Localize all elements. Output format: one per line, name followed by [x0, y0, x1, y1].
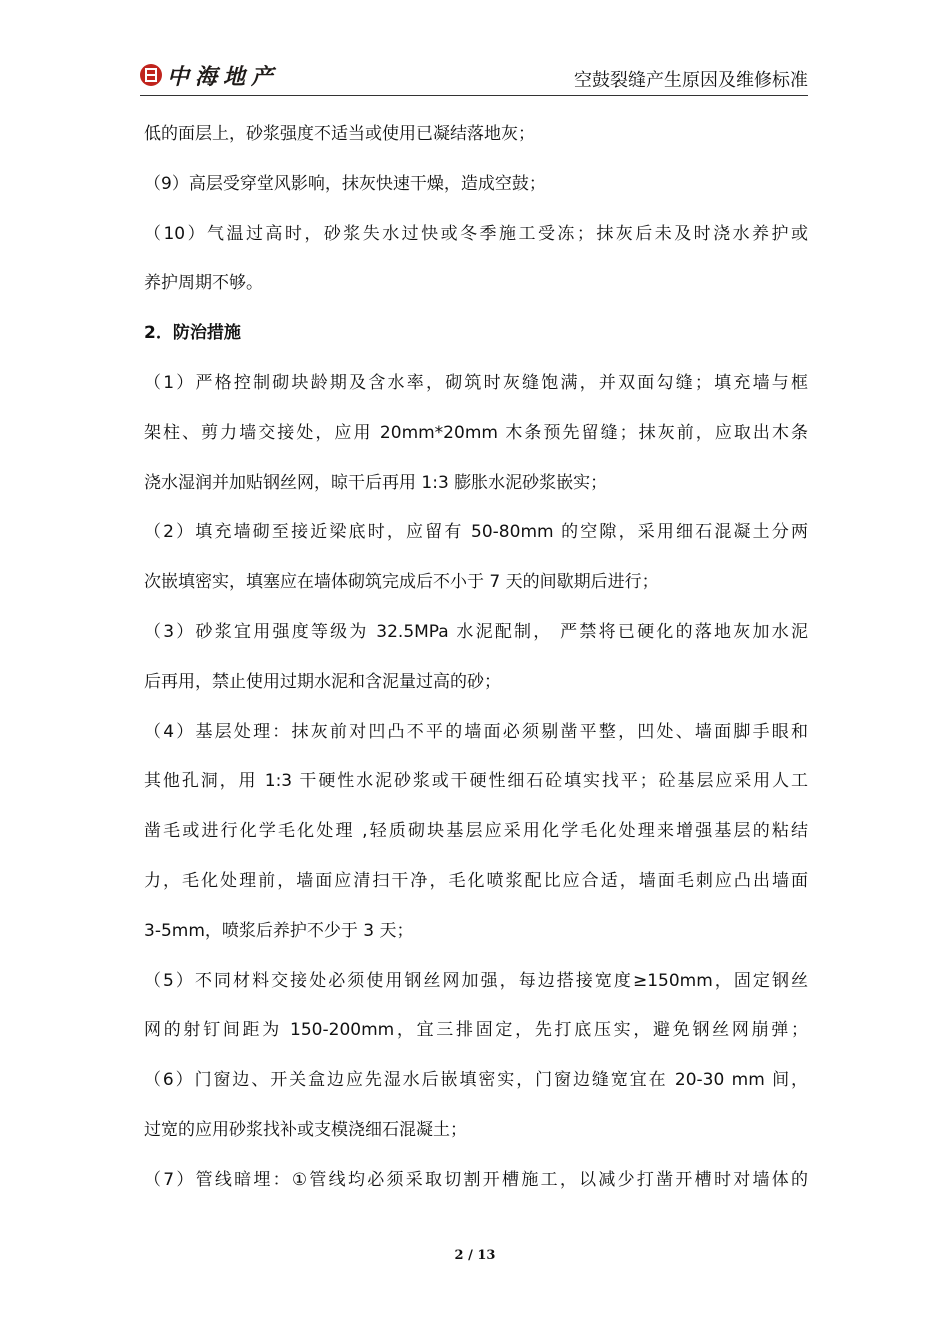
text-line: 养护周期不够。: [144, 273, 263, 294]
text-line: 低的面层上，砂浆强度不适当或使用已凝结落地灰；: [144, 124, 535, 144]
text-line: 凿毛或进行化学毛化处理 ,轻质砌块基层应采用化学毛化处理来增强基层的粘结: [144, 821, 808, 842]
text-line: 次嵌填密实，填塞应在墙体砌筑完成后不小于 7 天的间歇期后进行；: [144, 572, 659, 593]
text-line: 网的射钉间距为 150-200mm，宜三排固定，先打底压实，避免钢丝网崩弹；: [144, 1020, 808, 1041]
text-line: 架柱、剪力墙交接处，应用 20mm*20mm 木条预先留缝；抹灰前，应取出木条: [144, 422, 808, 443]
header-divider: [140, 95, 808, 96]
text-line: （6）门窗边、开关盒边应先湿水后嵌填密实，门窗边缝宽宜在 20-30 mm 间，: [144, 1070, 808, 1091]
text-line: （9）高层受穿堂风影响，抹灰快速干燥，造成空鼓；: [144, 173, 546, 194]
text-line: 3-5mm，喷浆后养护不少于 3 天；: [144, 920, 414, 941]
text-line: 后再用，禁止使用过期水泥和含泥量过高的砂；: [144, 671, 501, 692]
document-title: 空鼓裂缝产生原因及维修标准: [574, 70, 808, 91]
text-line: （2）填充墙砌至接近梁底时，应留有 50-80mm 的空隙，采用细石混凝土分两: [144, 522, 808, 543]
logo-text: 中海地产: [167, 63, 280, 90]
text-line: （3）砂浆宜用强度等级为 32.5MPa 水泥配制， 严禁将已硬化的落地灰加水泥: [144, 621, 808, 642]
text-line: （5）不同材料交接处必须使用钢丝网加强，每边搭接宽度≥150mm，固定钢丝: [144, 970, 808, 991]
text-line: 其他孔洞，用 1:3 干硬性水泥砂浆或干硬性细石砼填实找平；砼基层应采用人工: [144, 771, 808, 792]
logo-emblem-icon: [140, 64, 162, 86]
text-line: （4）基层处理：抹灰前对凹凸不平的墙面必须剔凿平整，凹处、墙面脚手眼和: [144, 721, 808, 742]
text-line: 浇水湿润并加贴钢丝网，晾干后再用 1:3 膨胀水泥砂浆嵌实；: [144, 472, 608, 493]
page-header: [140, 60, 808, 94]
section-heading: 2．防治措施: [144, 323, 241, 344]
text-line: （7）管线暗埋：①管线均必须采取切割开槽施工，以减少打凿开槽时对墙体的: [144, 1169, 808, 1190]
text-line: （1）严格控制砌块龄期及含水率，砌筑时灰缝饱满，并双面勾缝；填充墙与框: [144, 372, 808, 393]
text-line: 力，毛化处理前，墙面应清扫干净，毛化喷浆配比应合适，墙面毛刺应凸出墙面: [144, 870, 808, 891]
text-line: 过宽的应用砂浆找补或支模浇细石混凝土；: [144, 1119, 467, 1140]
document-body: [144, 110, 808, 1206]
company-logo: [140, 60, 279, 90]
text-line: （10）气温过高时，砂浆失水过快或冬季施工受冻；抹灰后未及时浇水养护或: [144, 223, 808, 244]
page-number: 2 / 13: [454, 1248, 496, 1263]
